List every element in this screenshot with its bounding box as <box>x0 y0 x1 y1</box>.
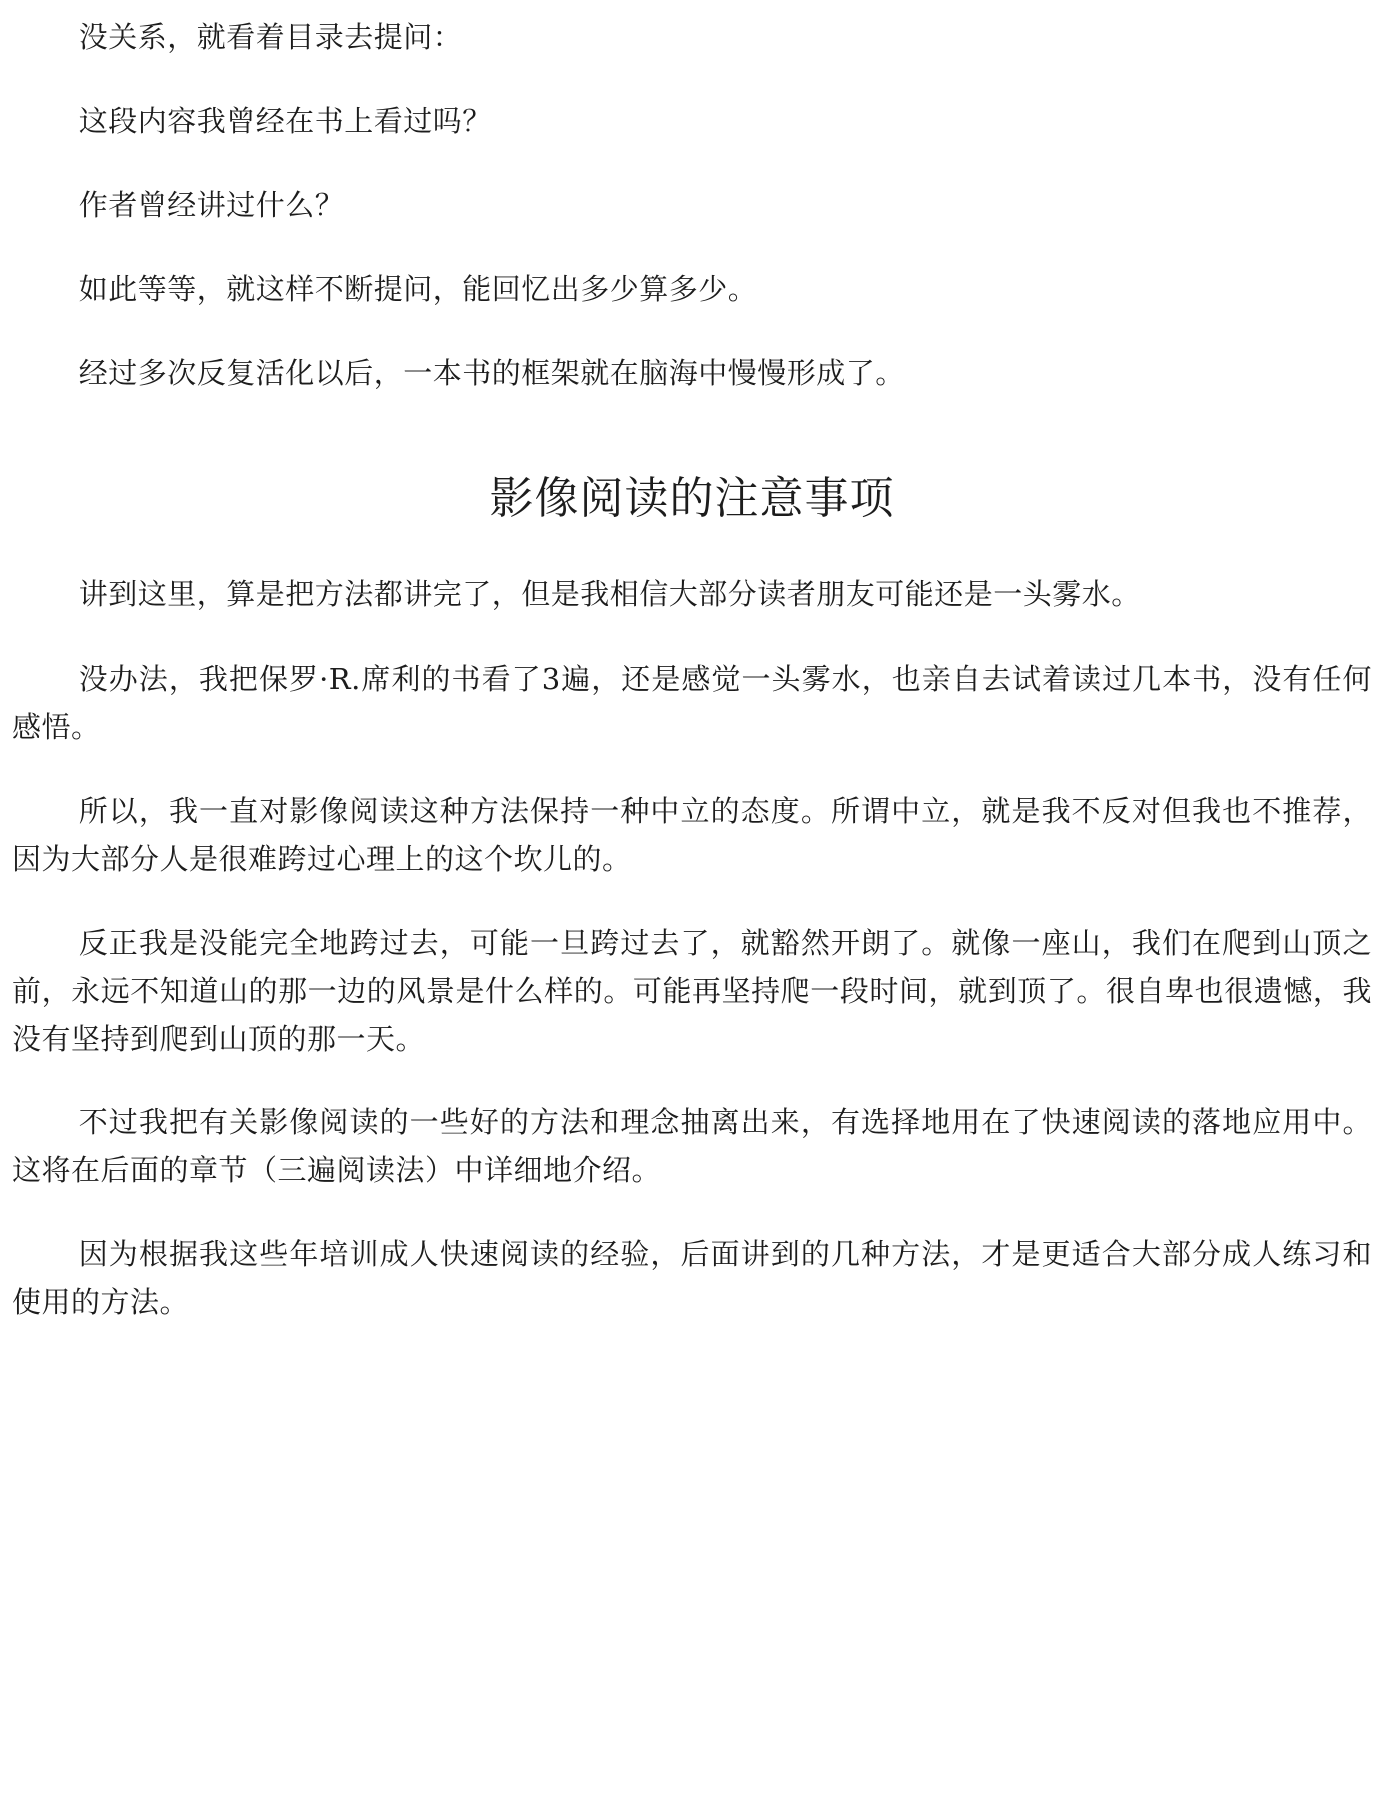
paragraph: 经过多次反复活化以后，一本书的框架就在脑海中慢慢形成了。 <box>78 356 905 390</box>
paragraph: 所以，我一直对影像阅读这种方法保持一种中立的态度。所谓中立，就是我不反对但我也不推荐，因为大部分人是很难跨过心理上的这个坎儿的。 <box>12 794 1372 876</box>
paragraph: 没关系，就看着目录去提问： <box>78 20 463 54</box>
paragraph: 这段内容我曾经在书上看过吗？ <box>78 104 492 138</box>
section-heading: 影像阅读的注意事项 <box>489 473 895 524</box>
paragraph: 不过我把有关影像阅读的一些好的方法和理念抽离出来，有选择地用在了快速阅读的落地应用中。这将在后面的章节（三遍阅读法）中详细地介绍。 <box>12 1105 1372 1187</box>
paragraph: 反正我是没能完全地跨过去，可能一旦跨过去了，就豁然开朗了。就像一座山，我们在爬到山顶之前，永远不知道山的那一边的风景是什么样的。可能再坚持爬一段时间，就到顶了。很自卑也很遗憾，我没有坚持到爬到山顶的那一天。 <box>12 926 1372 1056</box>
paragraph: 如此等等，就这样不断提问，能回忆出多少算多少。 <box>78 272 758 306</box>
paragraph: 作者曾经讲过什么？ <box>78 188 345 222</box>
paragraph: 没办法，我把保罗·R.席利的书看了3遍，还是感觉一头雾水，也亲自去试着读过几本书，没有任何感悟。 <box>12 662 1372 744</box>
paragraph: 讲到这里，算是把方法都讲完了，但是我相信大部分读者朋友可能还是一头雾水。 <box>78 577 1141 611</box>
paragraph: 因为根据我这些年培训成人快速阅读的经验，后面讲到的几种方法，才是更适合大部分成人练习和使用的方法。 <box>12 1237 1372 1319</box>
